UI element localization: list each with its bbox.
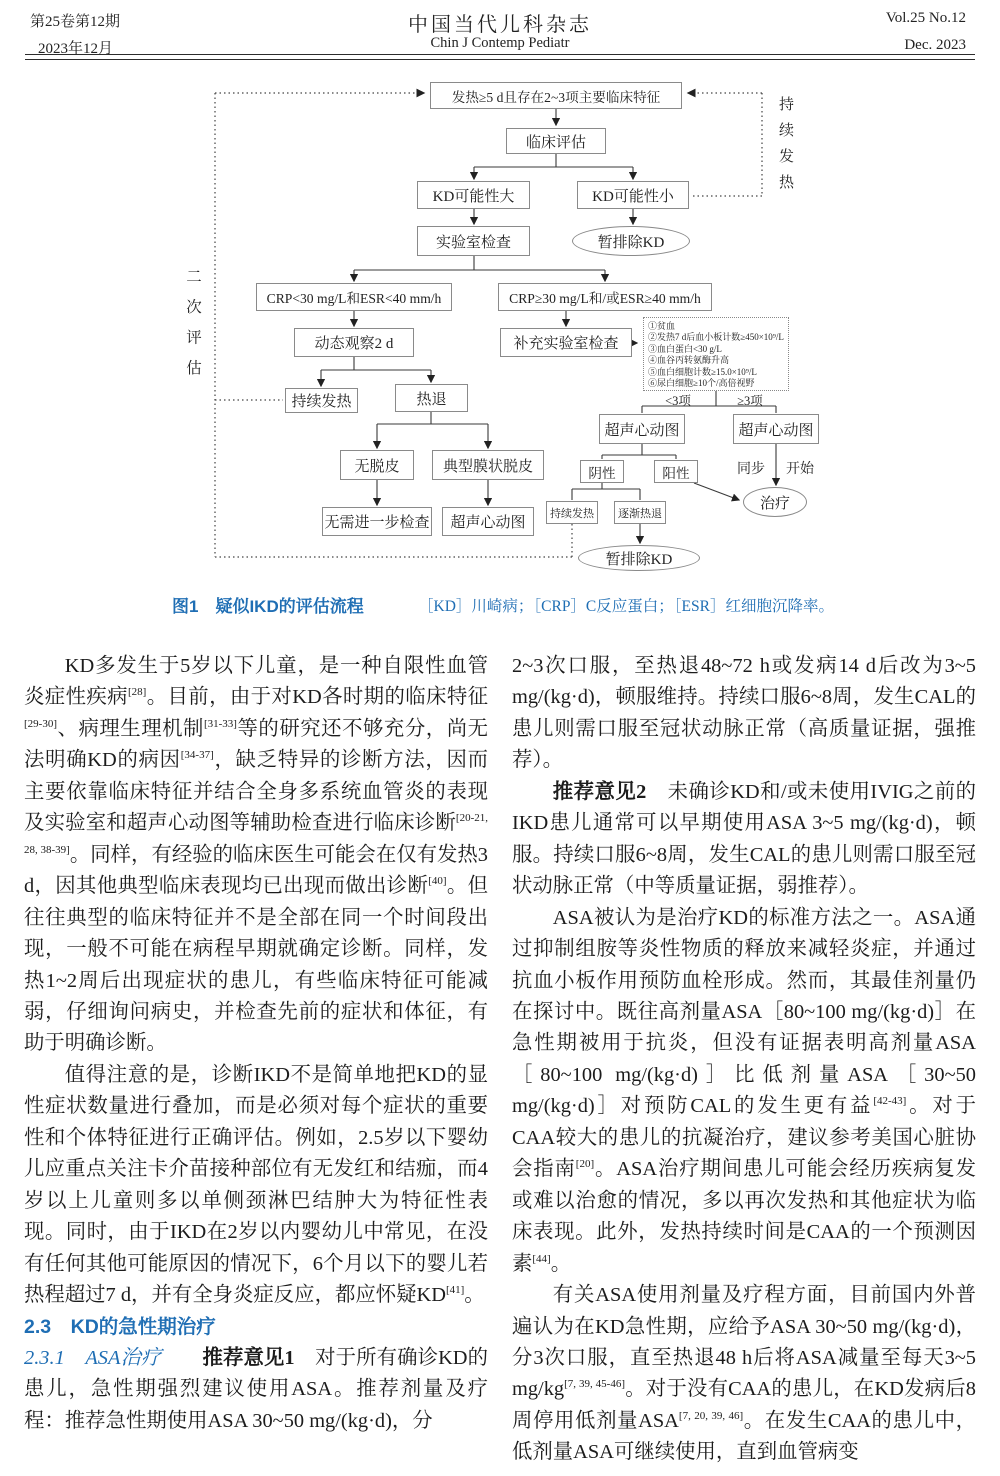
- flow-node-treatment: 治疗: [743, 487, 807, 517]
- criteria-line-4: ④血谷丙转氨酶升高: [648, 355, 730, 366]
- flow-node-kd-unlikely: KD可能性小: [577, 181, 689, 209]
- flow-node-exclude-kd-bottom: 暂排除KD: [578, 545, 700, 571]
- flow-node-exclude-kd-top: 暂排除KD: [572, 226, 690, 256]
- paragraph: 2~3次口服，至热退48~72 h或发病14 d后改为3~5 mg/(kg·d)，顿服维持。持续口服6~8周，发生CAL的患儿则需口服至冠状动脉正常（高质量证据，强推荐）。: [512, 655, 976, 772]
- criteria-line-2: ②发热7 d后血小板计数≥450×10⁹/L: [648, 332, 784, 343]
- flow-node-no-further-exam: 无需进一步检查: [322, 507, 432, 536]
- header-date-cn: 2023年12月: [38, 41, 114, 57]
- flow-node-crp-low: CRP<30 mg/L和ESR<40 mm/h: [256, 283, 452, 311]
- flow-node-persistent-fever-small: 持续发热: [546, 501, 598, 524]
- paragraph: 有关ASA使用剂量及疗程方面，目前国内外普遍认为在KD急性期，应给予ASA 30~50 mg/(kg·d)，分3次口服，直至热退48 h后将ASA减量至每天3~5 mg/kg[7, 39, 45-46]。对于没有CAA的患儿，在KD发病后8周停用低剂量ASA[7, 20, 39, 46]。在发生CAA的患儿中，低剂量ASA可继续使用，直到血管病变: [512, 1284, 976, 1464]
- header-volume-cn: 第25卷第12期: [30, 14, 121, 30]
- flow-node-no-peeling: 无脱皮: [340, 450, 414, 480]
- branch-label-sync: 同步: [737, 462, 765, 477]
- flow-node-fever: 发热≥5 d且存在2~3项主要临床特征: [430, 82, 682, 109]
- criteria-line-5: ⑤血白细胞计数≥15.0×10⁹/L: [648, 366, 757, 377]
- side-label-persistent-fever: 持续发热: [777, 96, 793, 200]
- figure-caption-legend: ［KD］川崎病；［CRP］C反应蛋白；［ESR］红细胞沉降率。: [418, 598, 834, 615]
- branch-label-lt3: <3项: [665, 394, 691, 408]
- criteria-line-6: ⑥尿白细胞≥10个/高倍视野: [648, 378, 755, 389]
- flow-criteria-box: [643, 317, 789, 391]
- flow-node-gradual-subside: 逐渐热退: [614, 501, 666, 524]
- header-double-rule: [25, 54, 975, 60]
- flow-node-echo-left: 超声心动图: [599, 414, 685, 444]
- flow-node-supplementary-lab: 补充实验室检查: [500, 328, 632, 357]
- journal-title-en: Chin J Contemp Pediatr: [430, 35, 570, 51]
- flow-node-echo-right: 超声心动图: [733, 414, 819, 444]
- header-date-en: Dec. 2023: [904, 37, 966, 53]
- criteria-line-3: ③血白蛋白<30 g/L: [648, 343, 722, 354]
- flow-node-fever-subsided: 热退: [395, 384, 468, 412]
- header-volume-en: Vol.25 No.12: [885, 10, 966, 26]
- flow-node-clinical-eval: 临床评估: [506, 128, 606, 154]
- flow-node-lab-test: 实验室检查: [417, 226, 530, 256]
- flow-node-echo-bottom: 超声心动图: [442, 507, 534, 536]
- section-heading-2-3: 2.3 KD的急性期治疗: [24, 1315, 216, 1338]
- paragraph: KD多发生于5岁以下儿童，是一种自限性血管炎症性疾病[28]。目前，由于对KD各时期的临床特征[29-30]、病理生理机制[31-33]等的研究还不够充分，尚无法明确KD的病因[34-37]，缺乏特异的诊断方法，因而主要依靠临床特征并结合全身多系统血管炎的表现及实验室和超声心动图等辅助检查进行临床诊断[20-21, 28, 38-39]。同样，有经验的临床医生可能会在仅有发热3 d，因其他典型临床表现均已出现而做出诊断[40]。但往往典型的临床特征并不是全部在同一个时间段出现，一般不可能在病程早期就确定诊断。同样，发热1~2周后出现症状的患儿，有些临床特征可能减弱，仔细询问病史，并检查先前的症状和体征，有助于明确诊断。: [24, 655, 489, 1055]
- criteria-line-1: ①贫血: [648, 321, 676, 331]
- article-column-left: [24, 651, 488, 1437]
- paragraph-2-3-1: 2.3.1 ASA治疗 推荐意见1 对于所有确诊KD的患儿，急性期强烈建议使用ASA。推荐剂量及疗程：推荐急性期使用ASA 30~50 mg/(kg·d)，分: [24, 1346, 489, 1432]
- paragraph: ASA被认为是治疗KD的标准方法之一。ASA通过抑制组胺等炎性物质的释放来减轻炎症，并通过抗血小板作用预防血栓形成。然而，其最佳剂量仍在探讨中。既往高剂量ASA［80~100 mg/(kg·d)］在急性期被用于抗炎，但没有证据表明高剂量ASA［80~100 mg/(kg·d)］比低剂量ASA［30~50 mg/(kg·d)］对预防CAL的发生更有益[42-43]。对于CAA较大的患儿的抗凝治疗，建议参考美国心脏协会指南[20]。ASA治疗期间患儿可能会经历疾病复发或难以治愈的情况，多以再次发热和其他症状为临床表现。此外，发热持续时间是CAA的一个预测因素[44]。: [512, 906, 976, 1275]
- flow-node-observe-2d: 动态观察2 d: [294, 328, 414, 357]
- flow-node-kd-likely: KD可能性大: [417, 181, 530, 209]
- flow-node-persistent-fever: 持续发热: [285, 388, 358, 413]
- paragraph: 推荐意见2 未确诊KD和/或未使用IVIG之前的IKD患儿通常可以早期使用ASA 3~5 mg/(kg·d)，顿服。持续口服6~8周，发生CAL的患儿则需口服至冠状动脉正常（中等质量证据，弱推荐）。: [512, 780, 976, 898]
- branch-label-start: 开始: [786, 462, 814, 477]
- figure-caption-title: 图1 疑似IKD的评估流程: [172, 597, 364, 616]
- flow-node-negative: 阴性: [580, 460, 624, 483]
- flow-node-positive: 阳性: [654, 460, 698, 483]
- side-label-secondary-evaluation: 二次评估: [184, 268, 201, 390]
- flow-node-crp-high: CRP≥30 mg/L和/或ESR≥40 mm/h: [498, 283, 712, 311]
- journal-title-cn: 中国当代儿科杂志: [408, 14, 592, 36]
- paragraph: 值得注意的是，诊断IKD不是简单地把KD的显性症状数量进行叠加，而是必须对每个症状的重要性和个体特征进行正确评估。例如，2.5岁以下婴幼儿应重点关注卡介苗接种部位有无发红和结痂，而4岁以上儿童则多以单侧颈淋巴结肿大为特征性表现。同时，由于IKD在2岁以内婴幼儿中常见，在没有任何其他可能原因的情况下，6个月以下的婴儿若热程超过7 d，并有全身炎症反应，都应怀疑KD[41]。: [24, 1063, 488, 1307]
- flow-node-typical-peeling: 典型膜状脱皮: [432, 450, 544, 480]
- branch-label-ge3: ≥3项: [737, 394, 763, 408]
- article-column-right: [512, 651, 976, 1469]
